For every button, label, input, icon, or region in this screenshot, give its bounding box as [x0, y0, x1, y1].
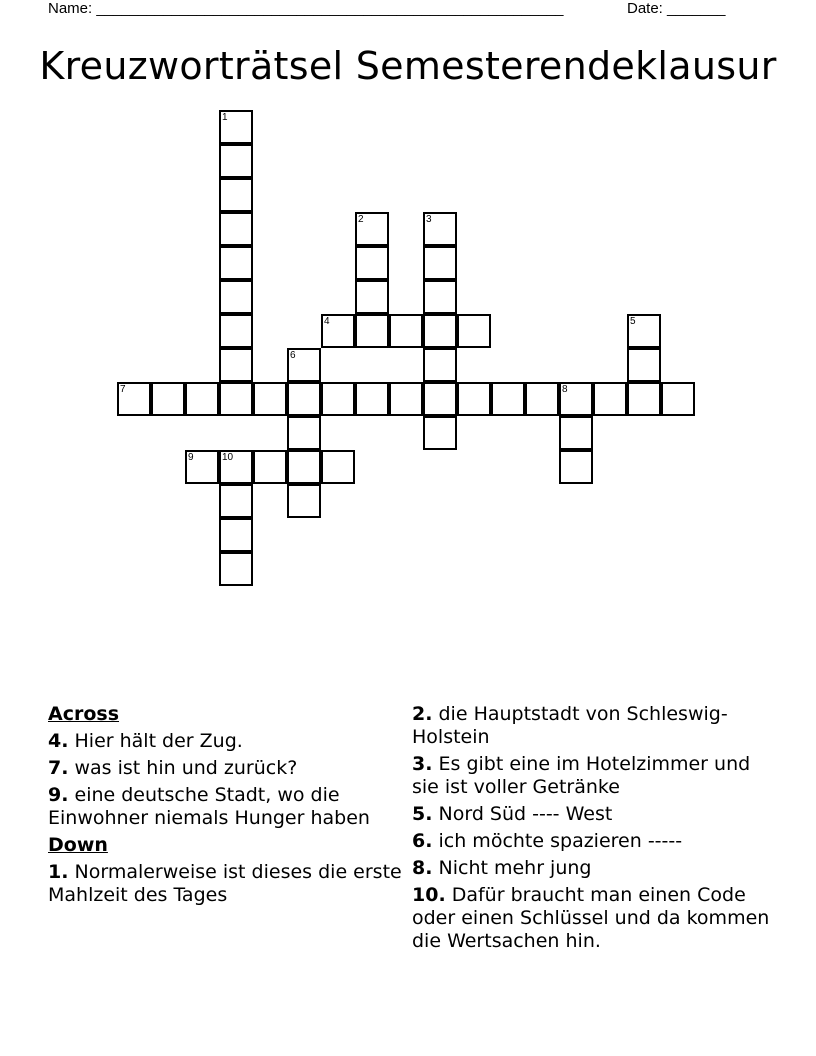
clue-down-1: [48, 861, 403, 907]
crossword-cell[interactable]: [423, 280, 457, 314]
crossword-cell[interactable]: [219, 212, 253, 246]
name-field: Name: ________________________________________________________: [48, 0, 564, 17]
clue-down-3: [412, 753, 772, 799]
crossword-cell[interactable]: [559, 382, 593, 416]
clue-text: Dafür braucht man einen Code oder einen Schlüssel und da kommen die Wertsachen hin.: [412, 884, 770, 952]
crossword-cell[interactable]: [389, 382, 423, 416]
crossword-cell[interactable]: [423, 212, 457, 246]
crossword-cell[interactable]: [355, 280, 389, 314]
crossword-cell[interactable]: [219, 110, 253, 144]
crossword-cell[interactable]: [219, 348, 253, 382]
crossword-cell[interactable]: [321, 314, 355, 348]
clue-down-6: [412, 830, 772, 853]
clues-left-column: [48, 703, 403, 911]
clue-number: 8.: [412, 857, 433, 879]
cell-number: 8: [562, 384, 568, 395]
clue-number: 7.: [48, 757, 69, 779]
clue-text: Nord Süd ---- West: [438, 803, 613, 825]
clue-number: 3.: [412, 753, 433, 775]
crossword-cell[interactable]: [559, 450, 593, 484]
clue-text: eine deutsche Stadt, wo die Einwohner niemals Hunger haben: [48, 784, 370, 829]
clue-down-5: [412, 803, 772, 826]
cell-number: 9: [188, 452, 194, 463]
crossword-cell[interactable]: [423, 382, 457, 416]
crossword-cell[interactable]: [219, 382, 253, 416]
crossword-cell[interactable]: [287, 416, 321, 450]
crossword-cell[interactable]: [219, 450, 253, 484]
crossword-cell[interactable]: [219, 314, 253, 348]
crossword-cell[interactable]: [287, 348, 321, 382]
date-field: Date: _______: [627, 0, 726, 17]
crossword-cell[interactable]: [457, 314, 491, 348]
crossword-cell[interactable]: [151, 382, 185, 416]
crossword-cell[interactable]: [627, 314, 661, 348]
crossword-cell[interactable]: [559, 416, 593, 450]
crossword-cell[interactable]: [423, 314, 457, 348]
clue-across-9: [48, 784, 403, 830]
crossword-cell[interactable]: [219, 484, 253, 518]
crossword-cell[interactable]: [627, 348, 661, 382]
crossword-cell[interactable]: [219, 246, 253, 280]
clue-text: Es gibt eine im Hotelzimmer und sie ist voller Getränke: [412, 753, 751, 798]
crossword-cell[interactable]: [253, 382, 287, 416]
clue-across-7: [48, 757, 403, 780]
down-heading: Down: [48, 834, 108, 856]
crossword-cell[interactable]: [355, 314, 389, 348]
clue-number: 10.: [412, 884, 446, 906]
crossword-cell[interactable]: [219, 178, 253, 212]
crossword-cell[interactable]: [355, 382, 389, 416]
clue-text: ich möchte spazieren -----: [438, 830, 683, 852]
crossword-cell[interactable]: [457, 382, 491, 416]
crossword-cell[interactable]: [525, 382, 559, 416]
crossword-cell[interactable]: [287, 382, 321, 416]
clue-number: 4.: [48, 730, 69, 752]
clue-across-4: [48, 730, 403, 753]
crossword-cell[interactable]: [661, 382, 695, 416]
clue-text: die Hauptstadt von Schleswig-Holstein: [412, 703, 728, 748]
crossword-cell[interactable]: [423, 246, 457, 280]
clue-text: Hier hält der Zug.: [74, 730, 243, 752]
clue-text: Nicht mehr jung: [438, 857, 592, 879]
cell-number: 3: [426, 214, 432, 225]
crossword-cell[interactable]: [219, 518, 253, 552]
cell-number: 2: [358, 214, 364, 225]
page-title: Kreuzworträtsel Semesterendeklausur: [39, 44, 777, 88]
crossword-cell[interactable]: [253, 450, 287, 484]
crossword-cell[interactable]: [423, 348, 457, 382]
crossword-cell[interactable]: [355, 212, 389, 246]
cell-number: 10: [222, 452, 234, 463]
clue-number: 6.: [412, 830, 433, 852]
clue-text: was ist hin und zurück?: [74, 757, 298, 779]
clue-text: Normalerweise ist dieses die erste Mahlzeit des Tages: [48, 861, 402, 906]
crossword-cell[interactable]: [219, 144, 253, 178]
crossword-cell[interactable]: [355, 246, 389, 280]
cell-number: 5: [630, 316, 636, 327]
crossword-cell[interactable]: [219, 280, 253, 314]
clue-down-8: [412, 857, 772, 880]
crossword-cell[interactable]: [321, 382, 355, 416]
crossword-cell[interactable]: [287, 450, 321, 484]
crossword-cell[interactable]: [491, 382, 525, 416]
clue-number: 5.: [412, 803, 433, 825]
clue-number: 1.: [48, 861, 69, 883]
cell-number: 6: [290, 350, 296, 361]
crossword-cell[interactable]: [117, 382, 151, 416]
clues-right-column: [412, 703, 772, 957]
crossword-cell[interactable]: [219, 552, 253, 586]
crossword-cell[interactable]: [185, 450, 219, 484]
crossword-cell[interactable]: [593, 382, 627, 416]
across-heading: Across: [48, 703, 120, 725]
clue-down-10: [412, 884, 772, 953]
crossword-cell[interactable]: [389, 314, 423, 348]
cell-number: 4: [324, 316, 330, 327]
crossword-cell[interactable]: [627, 382, 661, 416]
crossword-cell[interactable]: [185, 382, 219, 416]
crossword-cell[interactable]: [423, 416, 457, 450]
crossword-cell[interactable]: [287, 484, 321, 518]
clue-down-2: [412, 703, 772, 749]
cell-number: 7: [120, 384, 126, 395]
clue-number: 2.: [412, 703, 433, 725]
crossword-cell[interactable]: [321, 450, 355, 484]
cell-number: 1: [222, 112, 228, 123]
clue-number: 9.: [48, 784, 69, 806]
